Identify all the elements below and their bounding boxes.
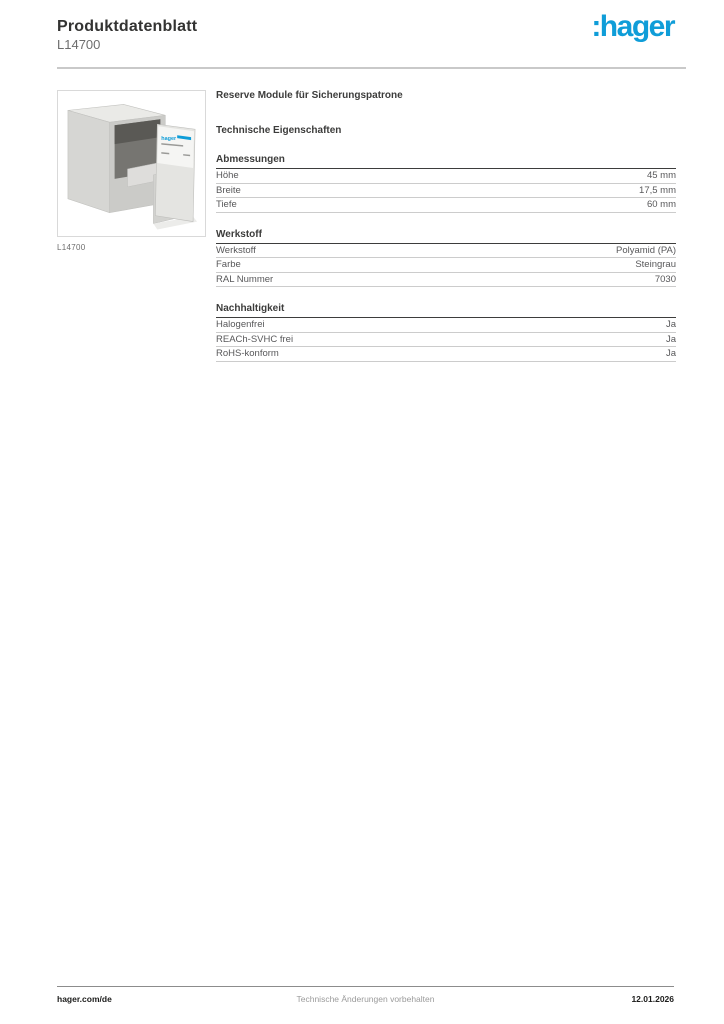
row-label: RAL Nummer: [216, 273, 274, 285]
row-label: Halogenfrei: [216, 319, 265, 331]
row-value: 17,5 mm: [639, 184, 676, 196]
product-reference: L14700: [57, 37, 101, 52]
page-title: Produktdatenblatt: [57, 18, 198, 35]
table-row: [216, 347, 676, 362]
row-value: 7030: [654, 273, 676, 285]
product-image-frame: [57, 90, 206, 237]
product-description: Reserve Module für Sicherungspatrone: [216, 90, 403, 101]
footer-notice: Technische Änderungen vorbehalten: [296, 994, 435, 1004]
row-label: Tiefe: [216, 199, 237, 211]
table-row: [216, 198, 676, 213]
section-dimensions: [216, 154, 676, 213]
footer-website: hager.com/de: [57, 994, 112, 1004]
label-brand-text: hager: [161, 136, 177, 143]
row-value: Ja: [665, 333, 676, 345]
row-label: Farbe: [216, 259, 241, 271]
row-value: 45 mm: [646, 170, 676, 182]
product-image-block: [57, 90, 206, 252]
table-row: [216, 333, 676, 348]
table-row: [216, 244, 676, 259]
row-label: RoHS-konform: [216, 348, 279, 360]
table-row: [216, 318, 676, 333]
header-divider: [57, 67, 686, 69]
section-material: [216, 229, 676, 288]
section-title: Abmessungen: [216, 154, 676, 169]
table-row: [216, 184, 676, 199]
table-row: [216, 258, 676, 273]
section-title: Werkstoff: [216, 229, 676, 244]
row-value: Ja: [665, 319, 676, 331]
section-sustainability: [216, 303, 676, 362]
row-value: Steingrau: [635, 259, 676, 271]
row-label: Höhe: [216, 170, 239, 182]
section-title: Nachhaltigkeit: [216, 303, 676, 318]
footer: [57, 994, 674, 1004]
product-photo: [58, 91, 205, 236]
properties-heading: Technische Eigenschaften: [216, 125, 342, 136]
row-label: REACh-SVHC frei: [216, 333, 294, 345]
row-label: Werkstoff: [216, 244, 256, 256]
details-column: [216, 90, 676, 362]
row-value: Ja: [665, 348, 676, 360]
product-image-caption: L14700: [57, 243, 86, 252]
row-value: Polyamid (PA): [615, 244, 676, 256]
hager-logo: :hager: [591, 10, 674, 43]
footer-date: 12.01.2026: [631, 994, 674, 1004]
row-value: 60 mm: [646, 199, 676, 211]
footer-divider: [57, 986, 674, 987]
table-row: [216, 169, 676, 184]
table-row: [216, 273, 676, 288]
row-label: Breite: [216, 184, 241, 196]
